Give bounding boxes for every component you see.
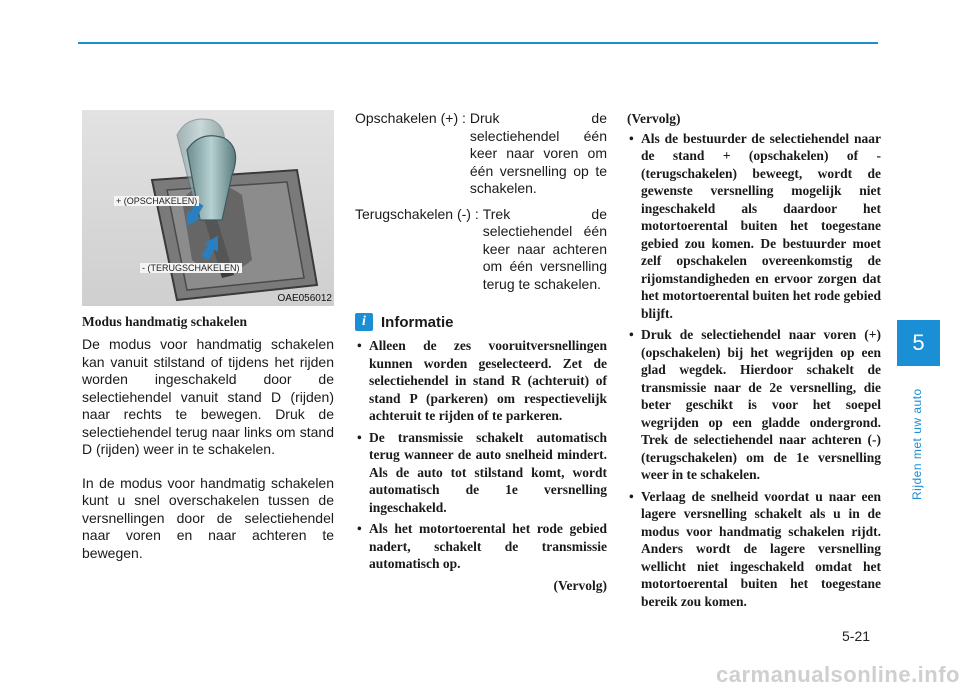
definition-downshift [355,206,607,294]
definition-term: Opschakelen (+) : [355,110,466,126]
list-item: • Als het motortoerental het rode gebied nadert, schakelt de transmissie automatisch op. [355,520,607,573]
section-heading: Modus handmatig schakelen [82,314,248,329]
list-item: • Druk de selectiehendel naar voren (+) (opschakelen) bij het wegrijden op een glad wegdek. Hierdoor schakelt de transmissie naar de 2e versnelling, die beter geschikt is voor het soepel wegrijden op een gladde ondergrond. Trek de selectiehendel naar achteren (-) (terugschakelen) om de 1e versnelling weer in te schakelen. [627,326,881,484]
right-column [627,110,881,614]
page-number: 5-21 [842,628,871,644]
paragraph-2: In de modus voor handmatig schakelen kunt u snel overschakelen tussen de versnellingen door de selectiehendel naar voren en naar achteren te bewegen. [82,474,334,561]
figure-code: OAE056012 [277,293,332,304]
info-icon: i [355,313,373,331]
info-header [355,313,607,331]
shifter-drawing [82,110,334,306]
header-rule [78,42,878,44]
downshift-label: - (TERUGSCHAKELEN) [142,263,240,273]
list-item: • De transmissie schakelt automatisch terug wanneer de auto snelheid mindert. Als de auto tot stilstand komt, wordt automatisch de 1e versnelling ingeschakeld. [355,429,607,517]
upshift-label: + (OPSCHAKELEN) [116,196,198,206]
gear-shifter-illustration [82,110,334,306]
paragraph-1: De modus voor handmatig schakelen kan vanuit stilstand of tijdens het rijden worden ingeschakeld door de selectiehendel vanuit stand D (rijden) naar rechts te bewegen. Druk de selectiehendel terug naar links om stand D (rijden) weer in te schakelen. [82,336,334,457]
list-item: • Verlaag de snelheid voordat u naar een lagere versnelling schakelt als u in de modus voor handmatig schakelen rijdt. Anders wordt de lagere versnelling wellicht niet ingeschakeld omdat het motortoerental buiten het toegestane bereik zou komen. [627,488,881,611]
definition-upshift [355,110,607,198]
continued-header: (Vervolg) [627,111,681,126]
info-title: Informatie [381,313,454,331]
chapter-title: Rijden met uw auto [910,388,924,500]
chapter-number-tab: 5 [897,320,940,366]
definition-description: Druk de selectiehendel één keer naar voren om één versnelling op te schakelen. [469,110,607,196]
chapter-title-tab [907,370,931,510]
continued-note: (Vervolg) [553,577,607,593]
middle-column [355,110,607,594]
left-column [82,110,334,562]
definition-term: Terugschakelen (-) : [355,205,479,222]
info-list [355,337,607,573]
list-item: • Alleen de zes vooruitversnellingen kunnen worden geselecteerd. Zet de selectiehendel in stand R (achteruit) of stand P (parkeren) om respectievelijk achteruit te rijden of te parkeren. [355,337,607,425]
list-item: • Als de bestuurder de selectiehendel naar de stand + (opschakelen) of - (terugschakelen) beweegt, wordt de gewenste versnelling mogelijk niet ingeschakeld als daardoor het motortoerental buiten het toegestane gebied zou komen. De bestuurder moet zelf opschakelen overeenkomstig de rijomstandigheden en ervoor zorgen dat het motortoerental buiten het rode gebied blijft. [627,130,881,323]
watermark: carmanualsonline.info [716,662,960,687]
continued-list [627,130,881,611]
definition-description: Trek de selectiehendel één keer naar achteren om één versnelling terug te schakelen. [482,205,607,292]
